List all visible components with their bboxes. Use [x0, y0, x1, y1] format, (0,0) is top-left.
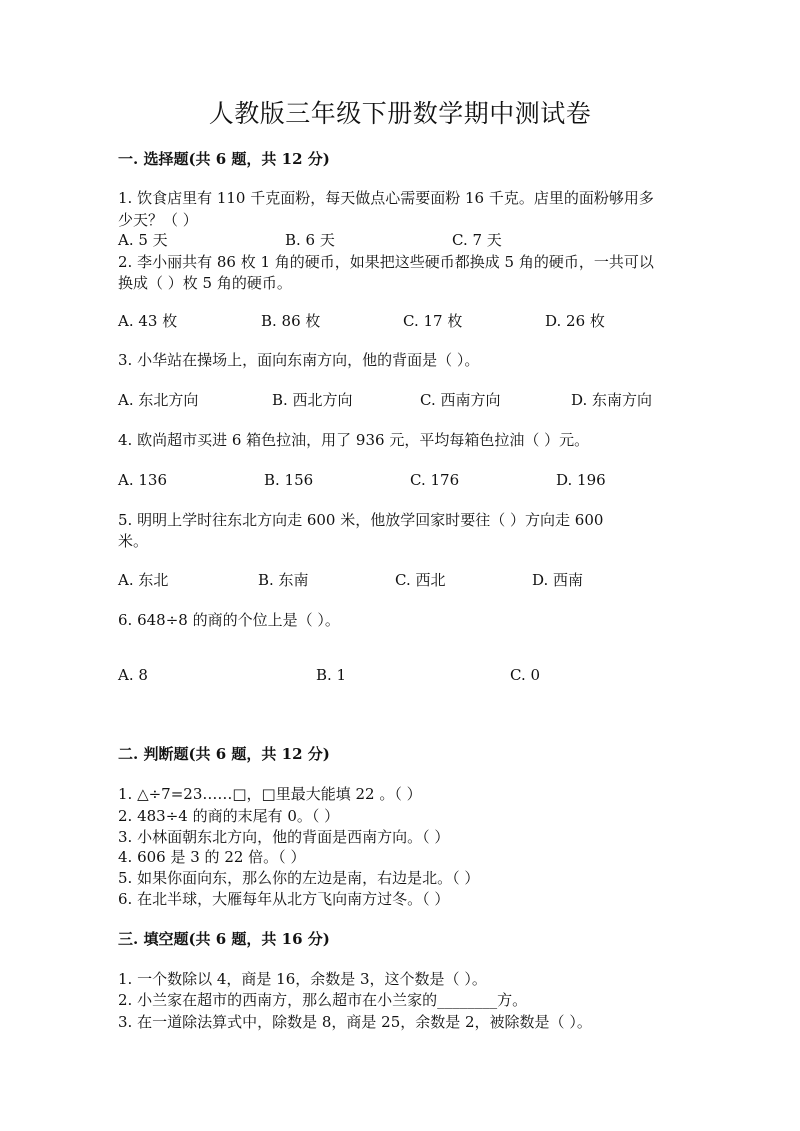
statement-item: 3. 小林面朝东北方向，他的背面是西南方向。（ ）	[118, 828, 450, 846]
answer-option: C. 西南方向	[420, 391, 501, 409]
answer-option: A. 8	[118, 666, 148, 684]
answer-option: A. 136	[118, 471, 167, 489]
statement-item: 5. 如果你面向东，那么你的左边是南，右边是北。（ ）	[118, 869, 480, 887]
question-text: 4. 欧尚超市买进 6 箱色拉油，用了 936 元，平均每箱色拉油（ ）元。	[118, 431, 590, 449]
answer-option: D. 西南	[532, 571, 584, 589]
fill-in-item: 1. 一个数除以 4，商是 16，余数是 3，这个数是（ ）。	[118, 970, 487, 988]
answer-option: C. 0	[510, 666, 541, 684]
answer-option: B. 86 枚	[261, 312, 321, 330]
answer-option: C. 7 天	[452, 231, 502, 249]
answer-option: A. 东北	[118, 571, 169, 589]
answer-option: D. 196	[556, 471, 606, 489]
statement-item: 4. 606 是 3 的 22 倍。（ ）	[118, 848, 306, 866]
answer-option: B. 1	[316, 666, 347, 684]
exam-title: 人教版三年级下册数学期中测试卷	[208, 99, 592, 128]
question-text: 3. 小华站在操场上，面向东南方向，他的背面是（ ）。	[118, 351, 480, 369]
question-text: 1. 饮食店里有 110 千克面粉，每天做点心需要面粉 16 千克。店里的面粉够用多	[118, 189, 654, 207]
statement-item: 6. 在北半球，大雁每年从北方飞向南方过冬。（ ）	[118, 890, 450, 908]
answer-option: B. 西北方向	[272, 391, 353, 409]
answer-option: C. 17 枚	[403, 312, 463, 330]
answer-option: C. 176	[410, 471, 460, 489]
fill-in-item: 3. 在一道除法算式中，除数是 8，商是 25，余数是 2，被除数是（ ）。	[118, 1013, 592, 1031]
question-text: 6. 648÷8 的商的个位上是（ ）。	[118, 611, 340, 629]
question-text: 米。	[118, 532, 149, 550]
answer-option: B. 东南	[258, 571, 309, 589]
answer-option: D. 东南方向	[571, 391, 653, 409]
answer-option: A. 东北方向	[118, 391, 199, 409]
fill-in-item: 2. 小兰家在超市的西南方，那么超市在小兰家的________方。	[118, 991, 528, 1009]
answer-option: A. 43 枚	[118, 312, 178, 330]
section-heading-choice: 一. 选择题(共 6 题，共 12 分)	[118, 150, 330, 168]
answer-option: B. 6 天	[285, 231, 335, 249]
statement-item: 2. 483÷4 的商的末尾有 0。（ ）	[118, 807, 340, 825]
question-text: 换成（ ）枚 5 角的硬币。	[118, 274, 292, 292]
answer-option: D. 26 枚	[545, 312, 605, 330]
answer-option: C. 西北	[395, 571, 446, 589]
statement-item: 1. △÷7=23……□，□里最大能填 22 。（ ）	[118, 785, 422, 803]
question-text: 少天？（ ）	[118, 211, 198, 229]
answer-option: A. 5 天	[118, 231, 168, 249]
section-heading-fill-in: 三. 填空题(共 6 题，共 16 分)	[118, 930, 330, 948]
answer-option: B. 156	[264, 471, 314, 489]
question-text: 5. 明明上学时往东北方向走 600 米，他放学回家时要往（ ）方向走 600	[118, 511, 604, 529]
section-heading-judgement: 二. 判断题(共 6 题，共 12 分)	[118, 745, 330, 763]
question-text: 2. 李小丽共有 86 枚 1 角的硬币，如果把这些硬币都换成 5 角的硬币，一共可以	[118, 253, 654, 271]
